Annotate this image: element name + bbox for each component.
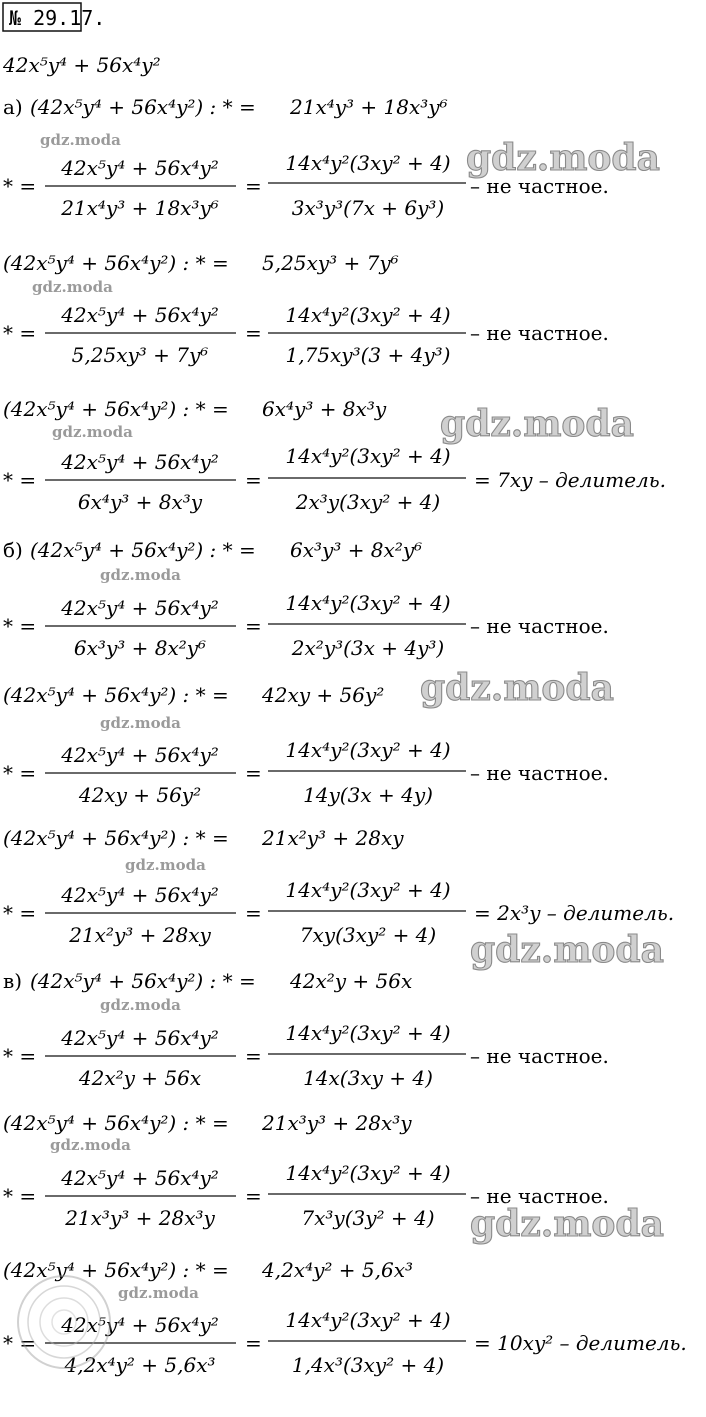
part-label-v: в) xyxy=(3,969,23,993)
watermark-small: gdz.moda xyxy=(100,714,181,732)
division-rhs: 42x²y + 56x xyxy=(290,969,413,993)
division-rhs: 42xy + 56y² xyxy=(262,683,385,707)
star-equals: * = xyxy=(3,1044,37,1068)
case-9 xyxy=(3,1258,687,1377)
fraction-denominator: 21x⁴y³ + 18x³y⁶ xyxy=(61,196,219,220)
star-equals: * = xyxy=(3,468,37,492)
case-8 xyxy=(3,1111,664,1245)
fraction-denominator: 6x³y³ + 8x²y⁶ xyxy=(73,636,207,660)
verdict: – не частное. xyxy=(470,321,609,345)
division-rhs: 21x³y³ + 28x³y xyxy=(262,1111,412,1135)
case-5 xyxy=(3,667,614,807)
fraction-numerator: 42x⁵y⁴ + 56x⁴y² xyxy=(61,1026,219,1050)
result-numerator: 14x⁴y²(3xy² + 4) xyxy=(285,303,451,327)
result-numerator: 14x⁴y²(3xy² + 4) xyxy=(285,591,451,615)
fraction-denominator: 42x²y + 56x xyxy=(78,1066,202,1090)
equals-sign: = xyxy=(245,174,262,198)
verdict: – не частное. xyxy=(470,1044,609,1068)
fraction-denominator: 5,25xy³ + 7y⁶ xyxy=(71,343,209,367)
division-rhs: 6x⁴y³ + 8x³y xyxy=(262,397,387,421)
verdict: = 7xy – делитель. xyxy=(474,468,667,492)
watermark-small: gdz.moda xyxy=(125,856,206,874)
watermark-big: gdz.moda xyxy=(470,929,664,971)
division-lhs: (42x⁵y⁴ + 56x⁴y²) : * = xyxy=(30,538,256,562)
division-lhs: (42x⁵y⁴ + 56x⁴y²) : * = xyxy=(30,969,256,993)
star-equals: * = xyxy=(3,1331,37,1355)
watermark-big: gdz.moda xyxy=(470,1203,664,1245)
result-denominator: 14y(3x + 4y) xyxy=(303,783,433,807)
division-lhs: (42x⁵y⁴ + 56x⁴y²) : * = xyxy=(3,397,229,421)
star-equals: * = xyxy=(3,174,37,198)
fraction-denominator: 21x²y³ + 28xy xyxy=(69,923,211,947)
watermark-big: gdz.moda xyxy=(466,137,660,179)
equals-sign: = xyxy=(245,321,262,345)
fraction-denominator: 6x⁴y³ + 8x³y xyxy=(77,490,203,514)
result-denominator: 1,75xy³(3 + 4y³) xyxy=(285,343,451,367)
result-denominator: 2x²y³(3x + 4y³) xyxy=(291,636,445,660)
equals-sign: = xyxy=(245,1044,262,1068)
division-rhs: 4,2x⁴y² + 5,6x³ xyxy=(262,1258,413,1282)
star-equals: * = xyxy=(3,321,37,345)
division-rhs: 5,25xy³ + 7y⁶ xyxy=(262,251,399,275)
fraction-denominator: 4,2x⁴y² + 5,6x³ xyxy=(64,1353,216,1377)
fraction-numerator: 42x⁵y⁴ + 56x⁴y² xyxy=(61,156,219,180)
watermark-small: gdz.moda xyxy=(32,278,113,296)
case-2 xyxy=(3,251,609,367)
watermark-big: gdz.moda xyxy=(440,403,634,445)
verdict: – не частное. xyxy=(470,614,609,638)
result-numerator: 14x⁴y²(3xy² + 4) xyxy=(285,1021,451,1045)
fraction-denominator: 21x³y³ + 28x³y xyxy=(65,1206,215,1230)
division-rhs: 21x⁴y³ + 18x³y⁶ xyxy=(290,95,448,119)
star-equals: * = xyxy=(3,614,37,638)
fraction-denominator: 42xy + 56y² xyxy=(78,783,202,807)
verdict: – не частное. xyxy=(470,174,609,198)
fraction-numerator: 42x⁵y⁴ + 56x⁴y² xyxy=(61,1166,219,1190)
watermark-big: gdz.moda xyxy=(420,667,614,709)
result-denominator: 1,4x³(3xy² + 4) xyxy=(291,1353,445,1377)
fraction-numerator: 42x⁵y⁴ + 56x⁴y² xyxy=(61,303,219,327)
result-numerator: 14x⁴y²(3xy² + 4) xyxy=(285,151,451,175)
equals-sign: = xyxy=(245,1331,262,1355)
equals-sign: = xyxy=(245,1184,262,1208)
case-3 xyxy=(3,397,666,514)
verdict: – не частное. xyxy=(470,1184,609,1208)
equals-sign: = xyxy=(245,761,262,785)
problem-number: № 29.17. xyxy=(9,6,106,30)
result-denominator: 2x³y(3xy² + 4) xyxy=(295,490,441,514)
result-numerator: 14x⁴y²(3xy² + 4) xyxy=(285,1308,451,1332)
equals-sign: = xyxy=(245,614,262,638)
fraction-numerator: 42x⁵y⁴ + 56x⁴y² xyxy=(61,743,219,767)
watermark-small: gdz.moda xyxy=(52,423,133,441)
watermark-small: gdz.moda xyxy=(40,131,121,149)
equals-sign: = xyxy=(245,901,262,925)
star-equals: * = xyxy=(3,1184,37,1208)
fraction-numerator: 42x⁵y⁴ + 56x⁴y² xyxy=(61,596,219,620)
division-lhs: (42x⁵y⁴ + 56x⁴y²) : * = xyxy=(3,1258,229,1282)
result-denominator: 7x³y(3y² + 4) xyxy=(301,1206,435,1230)
verdict: = 10xy² – делитель. xyxy=(474,1331,687,1355)
division-lhs: (42x⁵y⁴ + 56x⁴y²) : * = xyxy=(30,95,256,119)
division-lhs: (42x⁵y⁴ + 56x⁴y²) : * = xyxy=(3,683,229,707)
verdict: = 2x³y – делитель. xyxy=(474,901,675,925)
case-7 xyxy=(3,969,609,1090)
result-numerator: 14x⁴y²(3xy² + 4) xyxy=(285,444,451,468)
division-rhs: 6x³y³ + 8x²y⁶ xyxy=(290,538,423,562)
case-1 xyxy=(3,95,660,220)
fraction-numerator: 42x⁵y⁴ + 56x⁴y² xyxy=(61,883,219,907)
result-numerator: 14x⁴y²(3xy² + 4) xyxy=(285,738,451,762)
case-4 xyxy=(3,538,609,660)
star-equals: * = xyxy=(3,901,37,925)
part-label-a: а) xyxy=(3,95,23,119)
division-lhs: (42x⁵y⁴ + 56x⁴y²) : * = xyxy=(3,251,229,275)
case-6 xyxy=(3,826,674,971)
result-denominator: 7xy(3xy² + 4) xyxy=(299,923,437,947)
fraction-numerator: 42x⁵y⁴ + 56x⁴y² xyxy=(61,1313,219,1337)
division-rhs: 21x²y³ + 28xy xyxy=(262,826,404,850)
star-equals: * = xyxy=(3,761,37,785)
division-lhs: (42x⁵y⁴ + 56x⁴y²) : * = xyxy=(3,1111,229,1135)
part-label-b: б) xyxy=(3,538,23,562)
watermark-small: gdz.moda xyxy=(118,1284,199,1302)
verdict: – не частное. xyxy=(470,761,609,785)
watermark-small: gdz.moda xyxy=(100,566,181,584)
equals-sign: = xyxy=(245,468,262,492)
fraction-numerator: 42x⁵y⁴ + 56x⁴y² xyxy=(61,450,219,474)
result-denominator: 3x³y³(7x + 6y³) xyxy=(291,196,445,220)
main-expression: 42x⁵y⁴ + 56x⁴y² xyxy=(3,53,161,77)
result-denominator: 14x(3xy + 4) xyxy=(303,1066,433,1090)
result-numerator: 14x⁴y²(3xy² + 4) xyxy=(285,1161,451,1185)
watermark-small: gdz.moda xyxy=(50,1136,131,1154)
division-lhs: (42x⁵y⁴ + 56x⁴y²) : * = xyxy=(3,826,229,850)
watermark-small: gdz.moda xyxy=(100,996,181,1014)
result-numerator: 14x⁴y²(3xy² + 4) xyxy=(285,878,451,902)
